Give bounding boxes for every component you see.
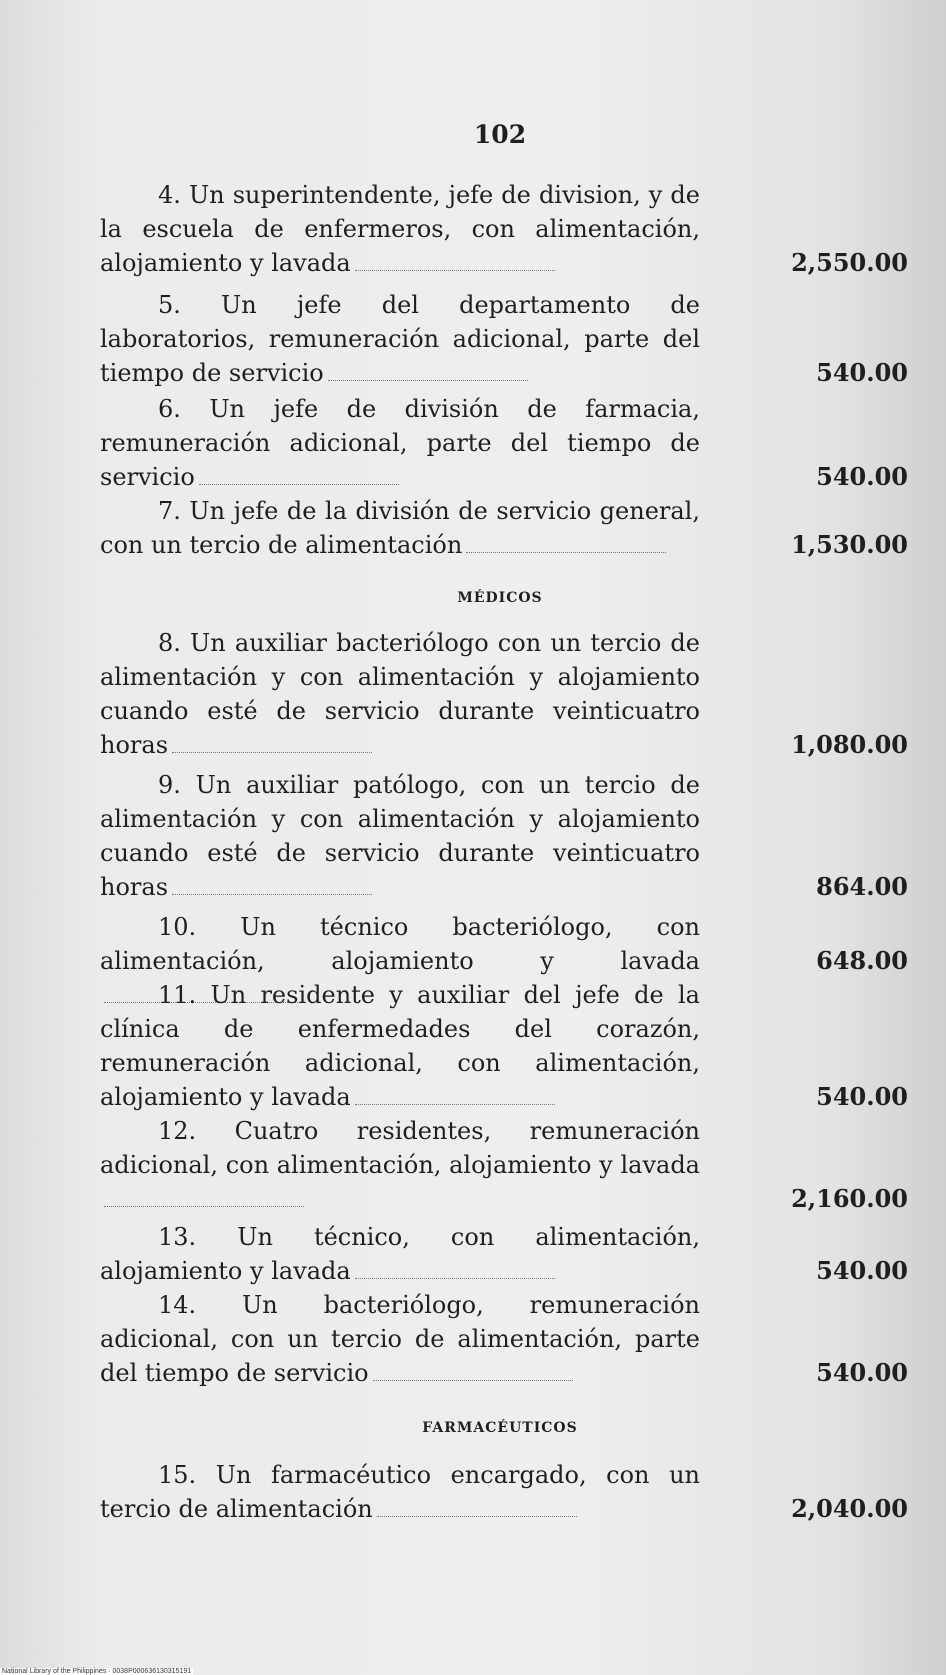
entry-9 bbox=[100, 768, 908, 904]
entry-amount: 540.00 bbox=[816, 462, 908, 491]
entry-amount: 2,160.00 bbox=[791, 1184, 908, 1213]
entry-amount: 2,550.00 bbox=[791, 248, 908, 277]
dot-leader bbox=[355, 266, 555, 271]
dot-leader bbox=[328, 376, 528, 381]
entry-text: 12. Cuatro residentes, remuneración adicional, con alimentación, alojamiento y lavada bbox=[100, 1114, 700, 1216]
dot-leader bbox=[373, 1376, 573, 1381]
entry-6 bbox=[100, 392, 908, 494]
entry-15 bbox=[100, 1458, 908, 1526]
entry-text: 14. Un bacteriólogo, remuneración adicional, con un tercio de alimentación, parte del tiempo de servicio bbox=[100, 1291, 700, 1387]
entry-11 bbox=[100, 978, 908, 1114]
entry-text: 13. Un técnico, con alimentación, alojamiento y lavada bbox=[100, 1223, 700, 1285]
dot-leader bbox=[199, 480, 399, 485]
entry-amount: 540.00 bbox=[816, 1358, 908, 1387]
entry-amount: 2,040.00 bbox=[791, 1494, 908, 1523]
entry-amount: 1,080.00 bbox=[791, 730, 908, 759]
dot-leader bbox=[104, 1202, 304, 1207]
dot-leader bbox=[377, 1512, 577, 1517]
entry-text: 10. Un técnico bacteriólogo, con alimentación, alojamiento y lavada bbox=[100, 910, 700, 1012]
entry-text: 15. Un farmacéutico encargado, con un tercio de alimentación bbox=[100, 1461, 700, 1523]
section-heading-farmaceuticos: FARMACÉUTICOS bbox=[422, 1420, 578, 1436]
entry-text: 6. Un jefe de división de farmacia, remuneración adicional, parte del tiempo de servicio bbox=[100, 395, 700, 491]
dot-leader bbox=[172, 748, 372, 753]
entry-amount: 864.00 bbox=[816, 872, 908, 901]
entry-amount: 648.00 bbox=[816, 946, 908, 975]
entry-14 bbox=[100, 1288, 908, 1390]
entry-10 bbox=[100, 910, 908, 978]
entry-amount: 540.00 bbox=[816, 358, 908, 387]
dot-leader bbox=[355, 1100, 555, 1105]
entry-4 bbox=[100, 178, 908, 280]
entry-text: 9. Un auxiliar patólogo, con un tercio de alimentación y con alimentación y alojamiento cuando esté de servicio durante veinticuatro horas bbox=[100, 771, 700, 901]
section-heading-medicos: MÉDICOS bbox=[457, 590, 543, 606]
entry-12 bbox=[100, 1114, 908, 1216]
entry-amount: 1,530.00 bbox=[791, 530, 908, 559]
entry-text: 8. Un auxiliar bacteriólogo con un tercio de alimentación y con alimentación y alojamiento cuando esté de servicio durante veinticuatro horas bbox=[100, 629, 700, 759]
entry-text: 11. Un residente y auxiliar del jefe de la clínica de enfermedades del corazón, remuneración adicional, con alimentación, alojamiento y lavada bbox=[100, 981, 700, 1111]
entry-text: 5. Un jefe del departamento de laboratorios, remuneración adicional, parte del tiempo de servicio bbox=[100, 291, 700, 387]
entry-amount: 540.00 bbox=[816, 1082, 908, 1111]
library-footer: National Library of the Philippines · 0038P000636130315191 bbox=[2, 1668, 192, 1675]
dot-leader bbox=[172, 890, 372, 895]
dot-leader bbox=[355, 1274, 555, 1279]
entry-7 bbox=[100, 494, 908, 562]
page-number: 102 bbox=[473, 120, 527, 149]
entry-text: 4. Un superintendente, jefe de division, y de la escuela de enfermeros, con alimentación, alojamiento y lavada bbox=[100, 181, 700, 277]
entry-5 bbox=[100, 288, 908, 390]
entry-text: 7. Un jefe de la división de servicio general, con un tercio de alimentación bbox=[100, 497, 700, 559]
entry-13 bbox=[100, 1220, 908, 1288]
entry-8 bbox=[100, 626, 908, 762]
entry-amount: 540.00 bbox=[816, 1256, 908, 1285]
dot-leader bbox=[466, 548, 666, 553]
